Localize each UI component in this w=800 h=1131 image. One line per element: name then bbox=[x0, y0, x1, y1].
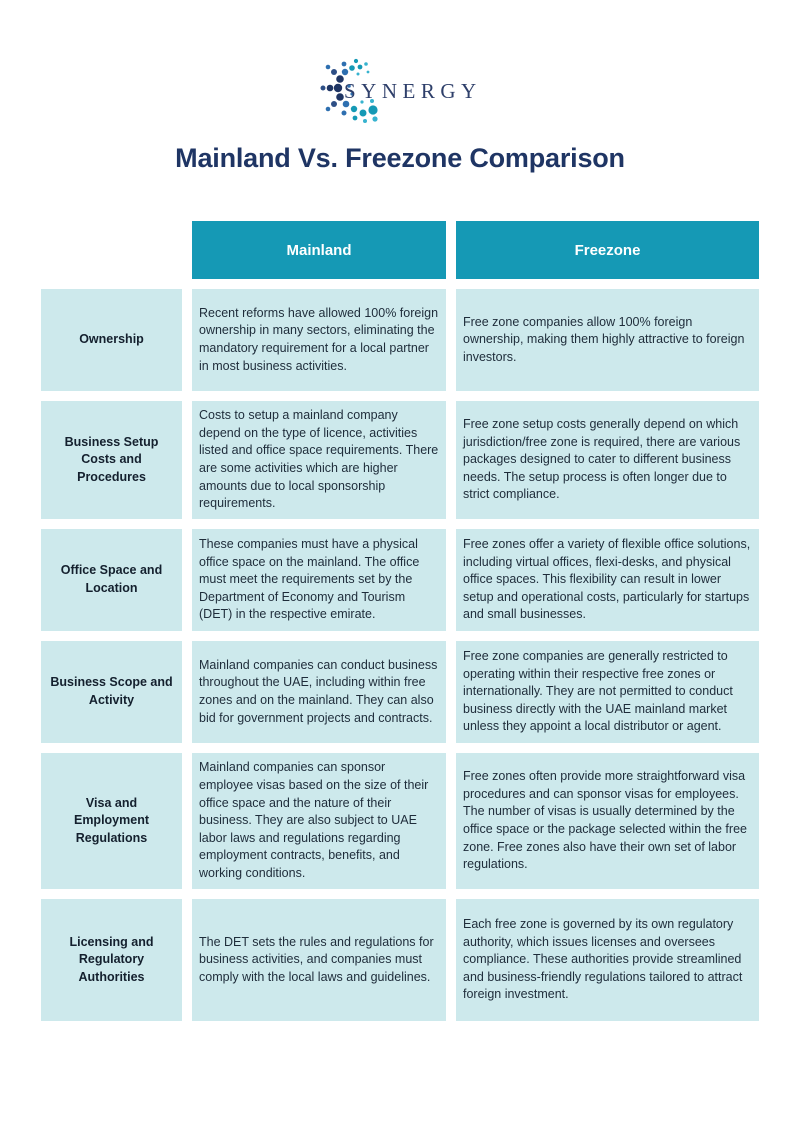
brand-name: SYNERGY bbox=[344, 79, 482, 103]
row-label-business-scope: Business Scope and Activity bbox=[41, 641, 182, 743]
row-label-office-space: Office Space and Location bbox=[41, 529, 182, 631]
mainland-column-header: Mainland bbox=[192, 221, 446, 279]
freezone-column-header: Freezone bbox=[456, 221, 759, 279]
mainland-cell-business-scope: Mainland companies can conduct business throughout the UAE, including within free zones and on the mainland. They can also bid for government projects and contracts. bbox=[192, 641, 446, 743]
freezone-cell-ownership: Free zone companies allow 100% foreign ownership, making them highly attractive to foreign investors. bbox=[456, 289, 759, 391]
row-label-setup-costs: Business Setup Costs and Procedures bbox=[41, 401, 182, 519]
row-label-licensing: Licensing and Regulatory Authorities bbox=[41, 899, 182, 1021]
freezone-cell-licensing: Each free zone is governed by its own regulatory authority, which issues licenses and oversees compliance. These authorities provide streamlined and business-friendly regulations tailored to attract foreign investment. bbox=[456, 899, 759, 1021]
row-label-visa: Visa and Employment Regulations bbox=[41, 753, 182, 889]
mainland-cell-visa: Mainland companies can sponsor employee visas based on the size of their office space and the nature of their business. They are also subject to UAE labor laws and regulations regarding employment contracts, benefits, and working conditions. bbox=[192, 753, 446, 889]
mainland-cell-ownership: Recent reforms have allowed 100% foreign ownership in many sectors, eliminating the mandatory requirement for a local partner in most business activities. bbox=[192, 289, 446, 391]
page-title: Mainland Vs. Freezone Comparison bbox=[175, 143, 625, 173]
freezone-cell-office-space: Free zones offer a variety of flexible office solutions, including virtual offices, flexi-desks, and physical office spaces. This flexibility can result in lower setup and operational costs, particularly for startups and small businesses. bbox=[456, 529, 759, 631]
mainland-cell-setup-costs: Costs to setup a mainland company depend on the type of licence, activities listed and office space requirements. There are some activities which are higher amounts due to local sponsorship requirements. bbox=[192, 401, 446, 519]
mainland-cell-office-space: These companies must have a physical office space on the mainland. The office must meet the requirements set by the Department of Economy and Tourism (DET) in the respective emirate. bbox=[192, 529, 446, 631]
row-label-ownership: Ownership bbox=[41, 289, 182, 391]
freezone-cell-business-scope: Free zone companies are generally restricted to operating within their respective free zones or internationally. They are not permitted to conduct business directly with the UAE mainland market unless they appoint a local distributor or agent. bbox=[456, 641, 759, 743]
freezone-cell-setup-costs: Free zone setup costs generally depend on which jurisdiction/free zone is required, there are various packages designed to cater to different business needs. The setup process is often longer due to strict compliance. bbox=[456, 401, 759, 519]
mainland-cell-licensing: The DET sets the rules and regulations for business activities, and companies must comply with the local laws and guidelines. bbox=[192, 899, 446, 1021]
freezone-cell-visa: Free zones often provide more straightforward visa procedures and can sponsor visas for employees. The number of visas is usually determined by the office space or the package selected within the free zone. Free zones also have their own set of labor regulations. bbox=[456, 753, 759, 889]
